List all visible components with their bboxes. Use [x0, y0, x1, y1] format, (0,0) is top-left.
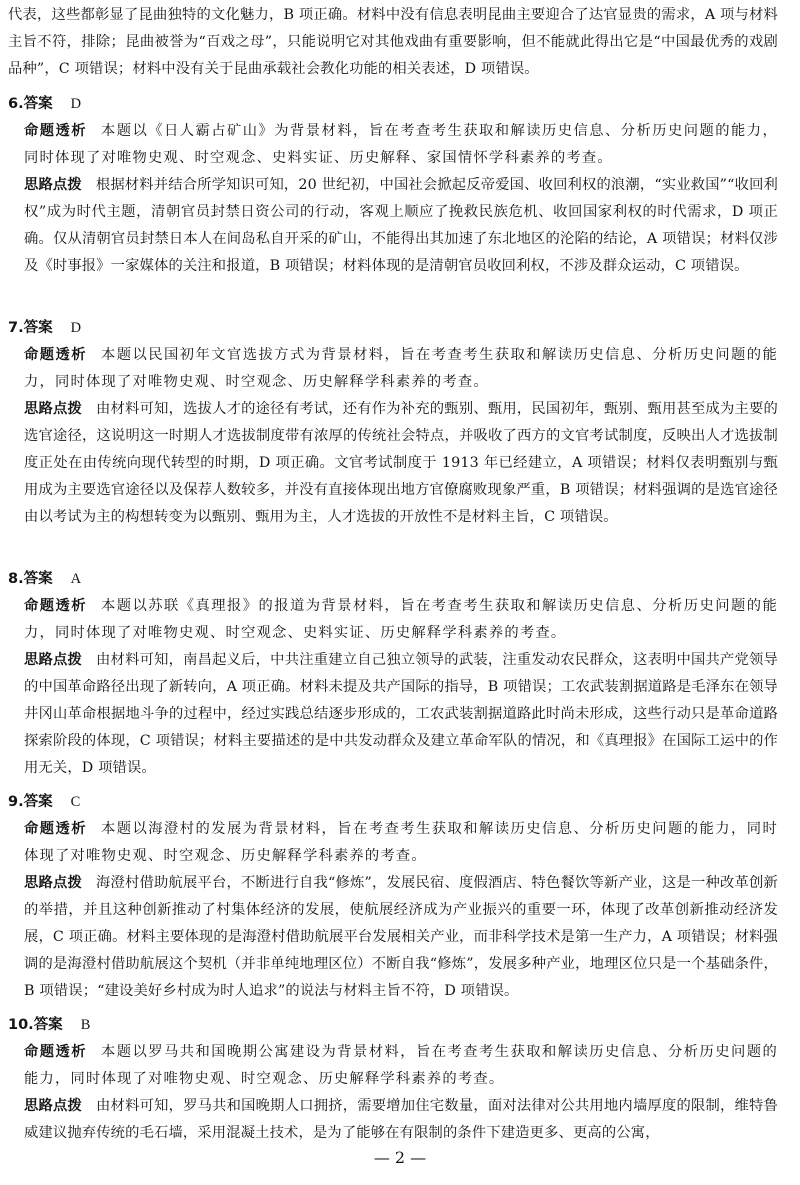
question-number: 10. — [8, 1017, 34, 1033]
reasoning-paragraph — [0, 172, 800, 280]
intent-text: 本题以民国初年文官选拔方式为背景材料，旨在考查考生获取和解读历史信息、分析历史问题的能力，同时体现了对唯物史观、时空观念、历史解释学科素养的考查。 — [24, 347, 778, 390]
reasoning-label: 思路点拨 — [24, 652, 83, 668]
answer-option: C — [70, 794, 81, 810]
reasoning-text: 海澄村借助航展平台，不断进行自我“修炼”，发展民宿、度假酒店、特色餐饮等新产业，这是一种改革创新的举措，并且这种创新推动了村集体经济的发展，使航展经济成为产业振兴的重要一环，体现了改革创新推动经济发展，C 项正确。材料主要体现的是海澄村借助航展平台发展相关产业，而非科学技术是第一生产力，A 项错误；材料强调的是海澄村借助航展这个契机（并非单纯地理区位）不断自我“修炼”，发展多种产业，地理区位只是一个基础条件，B 项错误；“建设美好乡村成为时人追求”的说法与材料主旨不符，D 项错误。 — [24, 875, 778, 999]
reasoning-paragraph — [0, 1093, 800, 1147]
intent-text: 本题以海澄村的发展为背景材料，旨在考查考生获取和解读历史信息、分析历史问题的能力，同时体现了对唯物史观、时空观念、历史解释学科素养的考查。 — [24, 821, 778, 864]
reasoning-paragraph — [0, 396, 800, 531]
reasoning-text: 由材料可知，罗马共和国晚期人口拥挤，需要增加住宅数量，面对法律对公共用地内墙厚度的限制，维特鲁威建议抛弃传统的毛石墙，采用混凝土技术，是为了能够在有限制的条件下建造更多、更高的公寓， — [24, 1098, 778, 1141]
answer-option: D — [70, 320, 82, 336]
intent-paragraph — [0, 342, 800, 396]
question-number: 8. — [8, 571, 24, 587]
answer-option: A — [70, 571, 82, 587]
question-9 — [0, 789, 800, 1005]
question-number: 6. — [8, 96, 24, 112]
answer-label: 答案 — [33, 1017, 63, 1033]
question-8 — [0, 566, 800, 782]
question-number: 7. — [8, 320, 24, 336]
intent-text: 本题以《日人霸占矿山》为背景材料，旨在考查考生获取和解读历史信息、分析历史问题的能力，同时体现了对唯物史观、时空观念、史料实证、历史解释、家国情怀学科素养的考查。 — [24, 123, 778, 166]
intent-label: 命题透析 — [24, 821, 87, 837]
intent-paragraph — [0, 118, 800, 172]
reasoning-label: 思路点拨 — [24, 1098, 83, 1114]
reasoning-label: 思路点拨 — [24, 875, 83, 891]
question-number: 9. — [8, 794, 24, 810]
answer-option: D — [70, 96, 82, 112]
intent-paragraph — [0, 1039, 800, 1093]
answer-line — [0, 91, 800, 118]
intent-label: 命题透析 — [24, 347, 87, 363]
answer-line — [0, 566, 800, 593]
answer-line — [0, 315, 800, 342]
reasoning-label: 思路点拨 — [24, 401, 83, 417]
question-10 — [0, 1012, 800, 1147]
page-number: — 2 — — [373, 1148, 427, 1167]
intent-text: 本题以罗马共和国晚期公寓建设为背景材料，旨在考查考生获取和解读历史信息、分析历史问题的能力，同时体现了对唯物史观、时空观念、历史解释学科素养的考查。 — [24, 1044, 778, 1087]
answer-label: 答案 — [23, 96, 53, 112]
answer-line — [0, 789, 800, 816]
intent-label: 命题透析 — [24, 1044, 87, 1060]
reasoning-label: 思路点拨 — [24, 177, 82, 193]
intent-paragraph — [0, 816, 800, 870]
question-6 — [0, 91, 800, 280]
answer-label: 答案 — [23, 794, 53, 810]
intent-label: 命题透析 — [24, 598, 87, 614]
intent-text: 本题以苏联《真理报》的报道为背景材料，旨在考查考生获取和解读历史信息、分析历史问题的能力，同时体现了对唯物史观、时空观念、史料实证、历史解释学科素养的考查。 — [24, 598, 778, 641]
answer-label: 答案 — [23, 571, 53, 587]
reasoning-paragraph — [0, 870, 800, 1005]
question-7 — [0, 315, 800, 531]
reasoning-paragraph — [0, 647, 800, 782]
reasoning-text: 由材料可知，南昌起义后，中共注重建立自己独立领导的武装，注重发动农民群众，这表明中国共产党领导的中国革命路径出现了新转向，A 项正确。材料未提及共产国际的指导，B 项错误；工农武装割据道路是毛泽东在领导井冈山革命根据地斗争的过程中，经过实践总结逐步形成的，工农武装割据道路此时尚未形成，这些行动只是革命道路探索阶段的体现，C 项错误；材料主要描述的是中共发动群众及建立革命军队的情况，和《真理报》在国际工运中的作用无关，D 项错误。 — [24, 652, 778, 776]
answer-label: 答案 — [23, 320, 53, 336]
reasoning-text: 由材料可知，选拔人才的途径有考试，还有作为补充的甄别、甄用，民国初年，甄别、甄用甚至成为主要的选官途径，这说明这一时期人才选拔制度带有浓厚的传统社会特点，并吸收了西方的文官考试制度，反映出人才选拔制度正处在由传统向现代转型的时期，D 项正确。文官考试制度于 1913 年已经建立，A 项错误；材料仅表明甄别与甄用成为主要选官途径以及保荐人数较多，并没有直接体现出地方官僚腐败现象严重，B 项错误；材料强调的是选官途径由以考试为主的构想转变为以甄别、甄用为主，人才选拔的开放性不是材料主旨，C 项错误。 — [24, 401, 778, 525]
answer-option: B — [80, 1017, 91, 1033]
continuation-paragraph: 代表，这些都彰显了昆曲独特的文化魅力，B 项正确。材料中没有信息表明昆曲主要迎合了达官显贵的需求，A 项与材料主旨不符，排除；昆曲被誉为“百戏之母”，只能说明它对其他戏曲有重要影响，但不能就此得出它是“中国最优秀的戏剧品种”，C 项错误；材料中没有关于昆曲承载社会教化功能的相关表述，D 项错误。 — [8, 7, 778, 77]
intent-paragraph — [0, 593, 800, 647]
reasoning-text: 根据材料并结合所学知识可知，20 世纪初，中国社会掀起反帝爱国、收回利权的浪潮，“实业救国”“收回利权”成为时代主题，清朝官员封禁日资公司的行动，客观上顺应了挽救民族危机、收回国家利权的时代需求，D 项正确。仅从清朝官员封禁日本人在间岛私自开采的矿山，不能得出其加速了东北地区的沦陷的结论，A 项错误；材料仅涉及《时事报》一家媒体的关注和报道，B 项错误；材料体现的是清朝官员收回利权，不涉及群众运动，C 项错误。 — [24, 177, 778, 274]
answer-line — [0, 1012, 800, 1039]
intent-label: 命题透析 — [24, 123, 87, 139]
